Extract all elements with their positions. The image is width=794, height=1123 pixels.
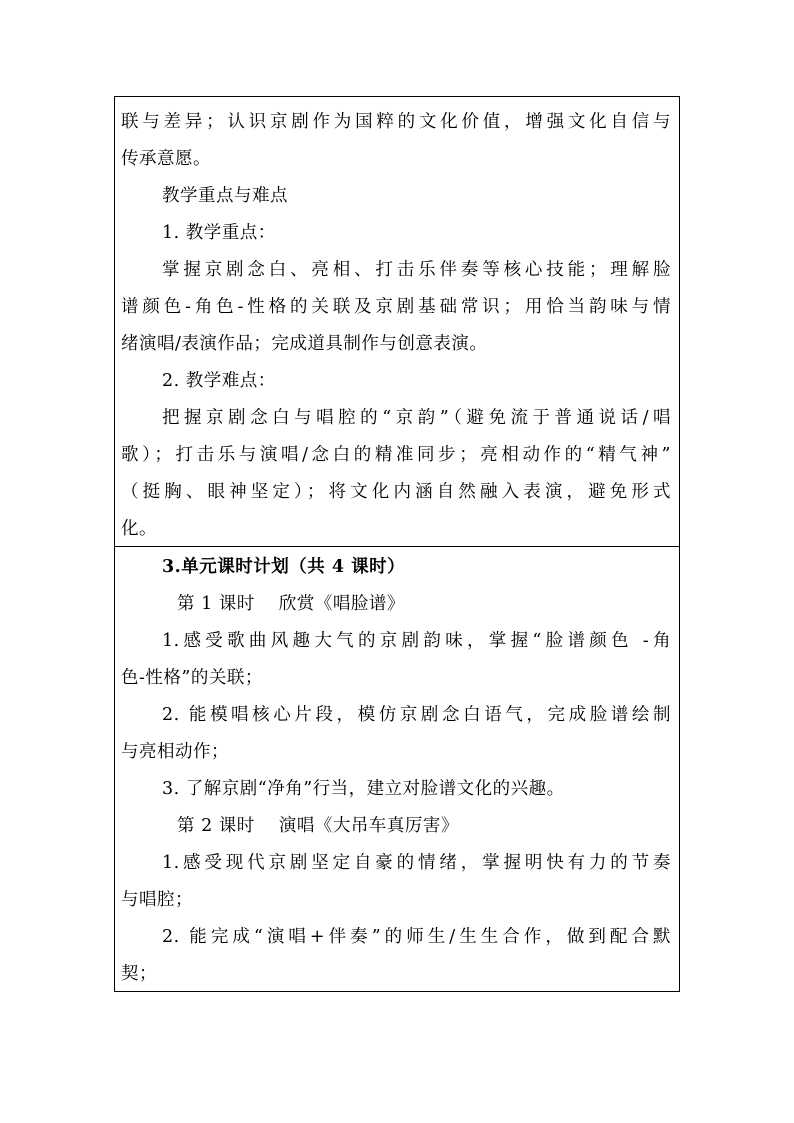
sub-heading: 2. 教学难点： bbox=[162, 371, 276, 391]
text-line: 歌）；打击乐与演唱/念白的精准同步；亮相动作的“精气神” bbox=[121, 445, 671, 465]
text-line: 联与差异；认识京剧作为国粹的文化价值，增强文化自信与 bbox=[121, 112, 671, 132]
text-line: 谱颜色-角色-性格的关联及京剧基础常识；用恰当韵味与情 bbox=[121, 297, 671, 317]
text-line: 与亮相动作； bbox=[121, 742, 229, 762]
text-line: 1.感受现代京剧坚定自豪的情绪，掌握明快有力的节奏 bbox=[162, 853, 671, 873]
content-table bbox=[114, 96, 680, 992]
text-line: 2. 能模唱核心片段，模仿京剧念白语气，完成脸谱绘制 bbox=[162, 705, 671, 725]
text-line: 把握京剧念白与唱腔的“京韵”（避免流于普通说话/唱 bbox=[162, 408, 671, 428]
text-line: 传承意愿。 bbox=[121, 149, 211, 169]
section-heading: 3.单元课时计划（共 4 课时） bbox=[162, 557, 406, 577]
table-cell-key-points bbox=[115, 97, 679, 547]
table-cell-lesson-plan bbox=[115, 547, 679, 991]
text-line: （挺胸、眼神坚定）；将文化内涵自然融入表演，避免形式 bbox=[121, 482, 671, 502]
sub-heading: 1. 教学重点： bbox=[162, 223, 276, 243]
text-line: 1.感受歌曲风趣大气的京剧韵味，掌握“脸谱颜色 -角 bbox=[162, 631, 671, 651]
text-line: 3. 了解京剧“净角”行当，建立对脸谱文化的兴趣。 bbox=[162, 779, 565, 799]
text-line: 2. 能完成“演唱+伴奏”的师生/生生合作，做到配合默 bbox=[162, 927, 671, 947]
text-line: 色-性格”的关联； bbox=[121, 668, 263, 688]
text-line: 契； bbox=[121, 964, 157, 984]
lesson-title: 第 1 课时 欣赏《唱脸谱》 bbox=[177, 594, 405, 614]
text-line: 与唱腔； bbox=[121, 890, 193, 910]
section-heading: 教学重点与难点 bbox=[162, 186, 288, 206]
text-line: 掌握京剧念白、亮相、打击乐伴奏等核心技能；理解脸 bbox=[162, 260, 671, 280]
text-line: 化。 bbox=[121, 519, 157, 539]
text-line: 绪演唱/表演作品；完成道具制作与创意表演。 bbox=[121, 334, 488, 354]
lesson-title: 第 2 课时 演唱《大吊车真厉害》 bbox=[177, 816, 459, 836]
